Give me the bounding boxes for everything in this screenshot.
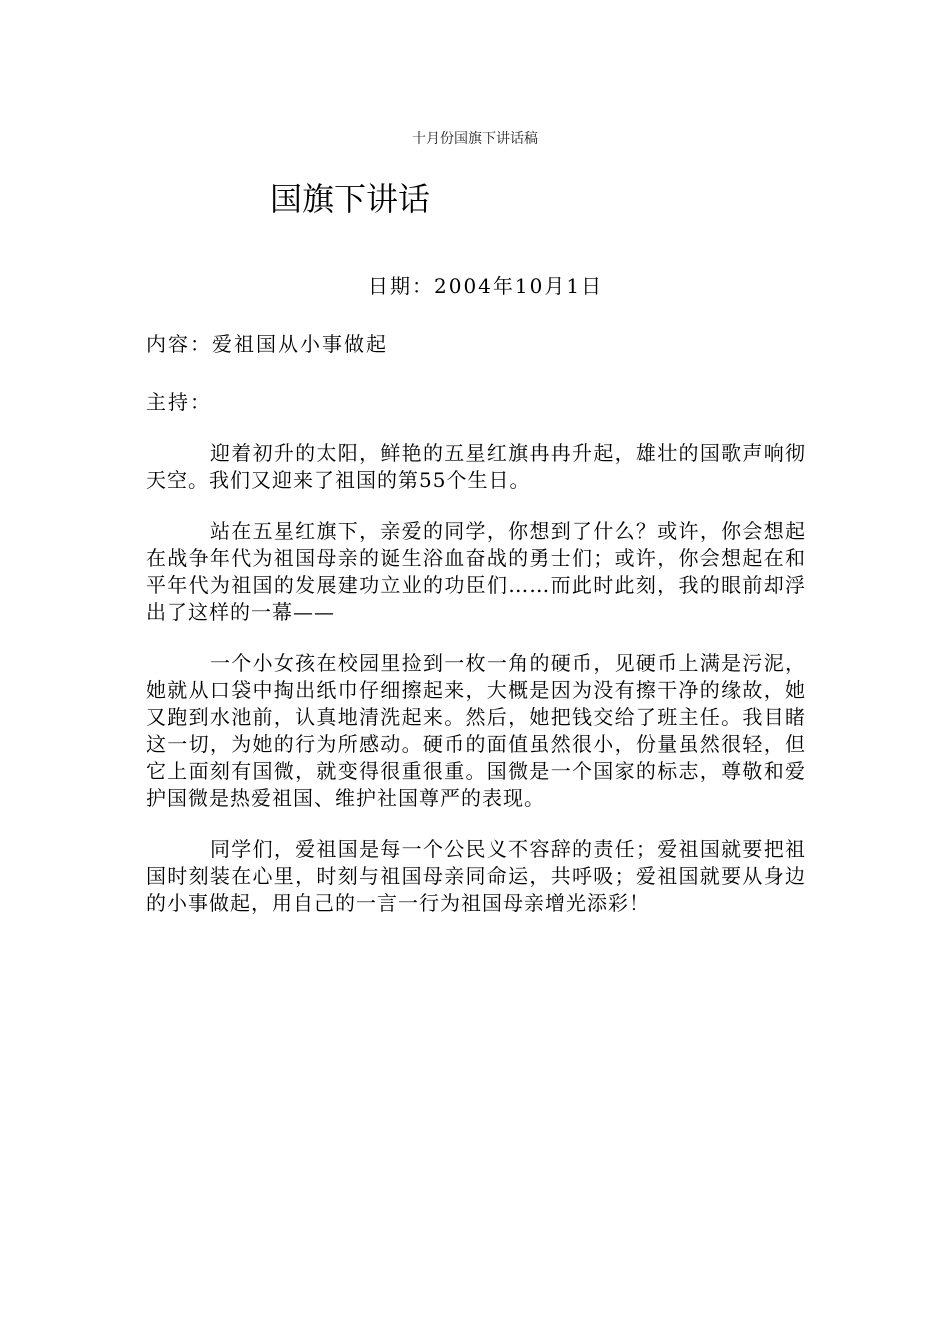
running-header: 十月份国旗下讲话稿 [412, 131, 538, 147]
content-line: 内容：爱祖国从小事做起 [146, 332, 388, 356]
host-line: 主持： [146, 390, 212, 414]
paragraph: 同学们，爱祖国是每一个公民义不容辞的责任；爱祖国就要把祖国时刻装在心里，时刻与祖国母亲同命运，共呼吸；爱祖国就要从身边的小事做起，用自己的一言一行为祖国母亲增光添彩！ [146, 837, 806, 915]
speech-body [146, 440, 806, 941]
paragraph: 一个小女孩在校园里捡到一枚一角的硬币，见硬币上满是污泥，她就从口袋中掏出纸巾仔细擦起来，大概是因为没有擦干净的缘故，她又跑到水池前，认真地清洗起来。然后，她把钱交给了班主任。我目睹这一切，为她的行为所感动。硬币的面值虽然很小，份量虽然很轻，但它上面刻有国微，就变得很重很重。国微是一个国家的标志，尊敬和爱护国微是热爱祖国、维护社国尊严的表现。 [146, 651, 806, 810]
paragraph: 迎着初升的太阳，鲜艳的五星红旗冉冉升起，雄壮的国歌声响彻天空。我们又迎来了祖国的第55个生日。 [146, 441, 806, 492]
date-line: 日期：2004年10月1日 [368, 274, 604, 298]
paragraph: 站在五星红旗下，亲爱的同学，你想到了什么？或许，你会想起在战争年代为祖国母亲的诞生浴血奋战的勇士们；或许，你会想起在和平年代为祖国的发展建功立业的功臣们……而此时此刻，我的眼前却浮出了这样的一幕—— [146, 519, 806, 624]
document-title: 国旗下讲话 [270, 180, 431, 218]
